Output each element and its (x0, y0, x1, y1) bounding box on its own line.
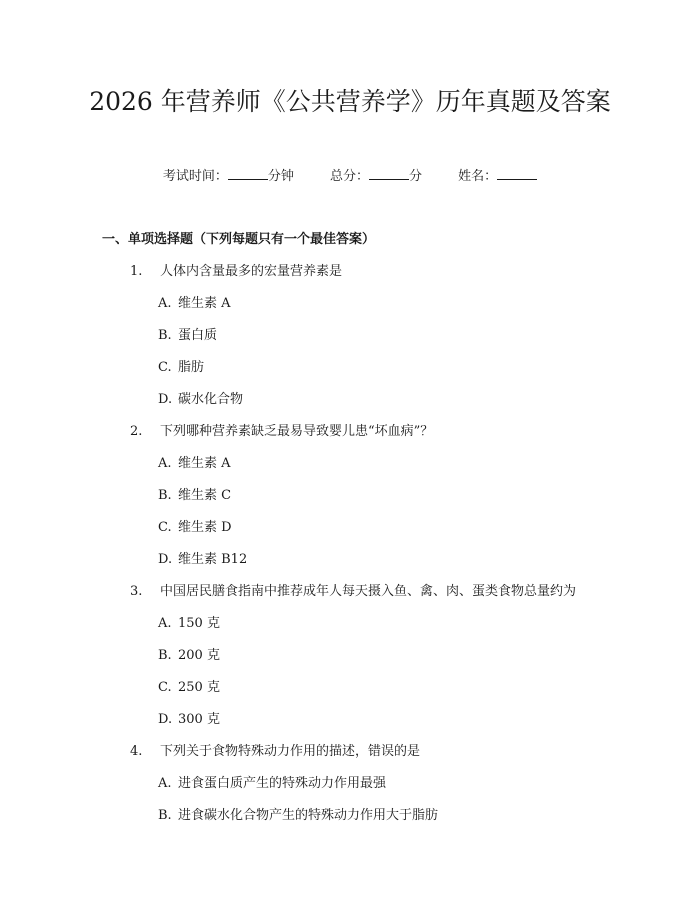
exam-time-label: 考试时间： (162, 169, 228, 184)
option-letter: D. (158, 552, 173, 567)
question-text: 中国居民膳食指南中推荐成年人每天摄入鱼、禽、肉、蛋类食物总量约为 (160, 584, 577, 599)
option-letter: C. (158, 520, 172, 535)
option (158, 452, 231, 471)
option (158, 388, 243, 407)
section-title: 一、单项选择题（下列每题只有一个最佳答案） (102, 232, 376, 247)
option-letter: B. (158, 488, 172, 503)
option-text: 维生素 C (178, 488, 232, 503)
option-letter: C. (158, 680, 172, 695)
total-score-unit: 分 (409, 169, 423, 184)
option-text: 250 克 (178, 680, 220, 695)
option (158, 324, 217, 343)
student-name-label: 姓名： (458, 169, 498, 184)
total-score (330, 167, 422, 187)
question (130, 740, 420, 759)
total-score-blank (369, 167, 409, 180)
option (158, 612, 220, 631)
option-letter: A. (158, 296, 172, 311)
total-score-label: 总分： (329, 169, 369, 184)
question (130, 260, 342, 279)
option-letter: D. (158, 392, 173, 407)
option-text: 碳水化合物 (178, 392, 244, 407)
question-text: 下列哪种营养素缺乏最易导致婴儿患“坏血病”？ (160, 424, 434, 439)
option-text: 蛋白质 (178, 328, 218, 343)
option-text: 进食蛋白质产生的特殊动力作用最强 (178, 776, 387, 791)
question-number: 1. (130, 264, 143, 279)
option (158, 644, 220, 663)
option-text: 维生素 B12 (178, 552, 248, 567)
option (158, 676, 220, 695)
question-number: 3. (130, 584, 143, 599)
option-text: 200 克 (178, 648, 220, 663)
option-text: 300 克 (178, 712, 220, 727)
exam-time (163, 167, 294, 187)
option-letter: B. (158, 328, 172, 343)
question-text: 人体内含量最多的宏量营养素是 (160, 264, 343, 279)
exam-meta (0, 167, 700, 187)
option (158, 708, 220, 727)
option (158, 484, 231, 503)
option (158, 772, 386, 791)
question-text: 下列关于食物特殊动力作用的描述，错误的是 (160, 744, 421, 759)
option-letter: B. (158, 648, 172, 663)
option (158, 516, 232, 535)
question (130, 420, 433, 439)
option (158, 804, 438, 823)
option-letter: A. (158, 616, 172, 631)
option-text: 维生素 A (178, 296, 231, 311)
option-letter: B. (158, 808, 172, 823)
option-text: 进食碳水化合物产生的特殊动力作用大于脂肪 (178, 808, 439, 823)
question-number: 4. (130, 744, 143, 759)
option-text: 维生素 D (178, 520, 232, 535)
option-text: 维生素 A (178, 456, 231, 471)
option (158, 356, 204, 375)
student-name-blank (497, 167, 537, 180)
document-title: 2026 年营养师《公共营养学》历年真题及答案 (89, 87, 611, 116)
option-letter: D. (158, 712, 173, 727)
exam-time-unit: 分钟 (267, 169, 294, 184)
option (158, 548, 247, 567)
option (158, 292, 231, 311)
question (130, 580, 576, 599)
option-letter: A. (158, 456, 172, 471)
exam-time-blank (228, 167, 268, 180)
question-number: 2. (130, 424, 143, 439)
option-text: 脂肪 (178, 360, 205, 375)
student-name (458, 167, 537, 187)
option-text: 150 克 (178, 616, 220, 631)
option-letter: C. (158, 360, 172, 375)
option-letter: A. (158, 776, 172, 791)
